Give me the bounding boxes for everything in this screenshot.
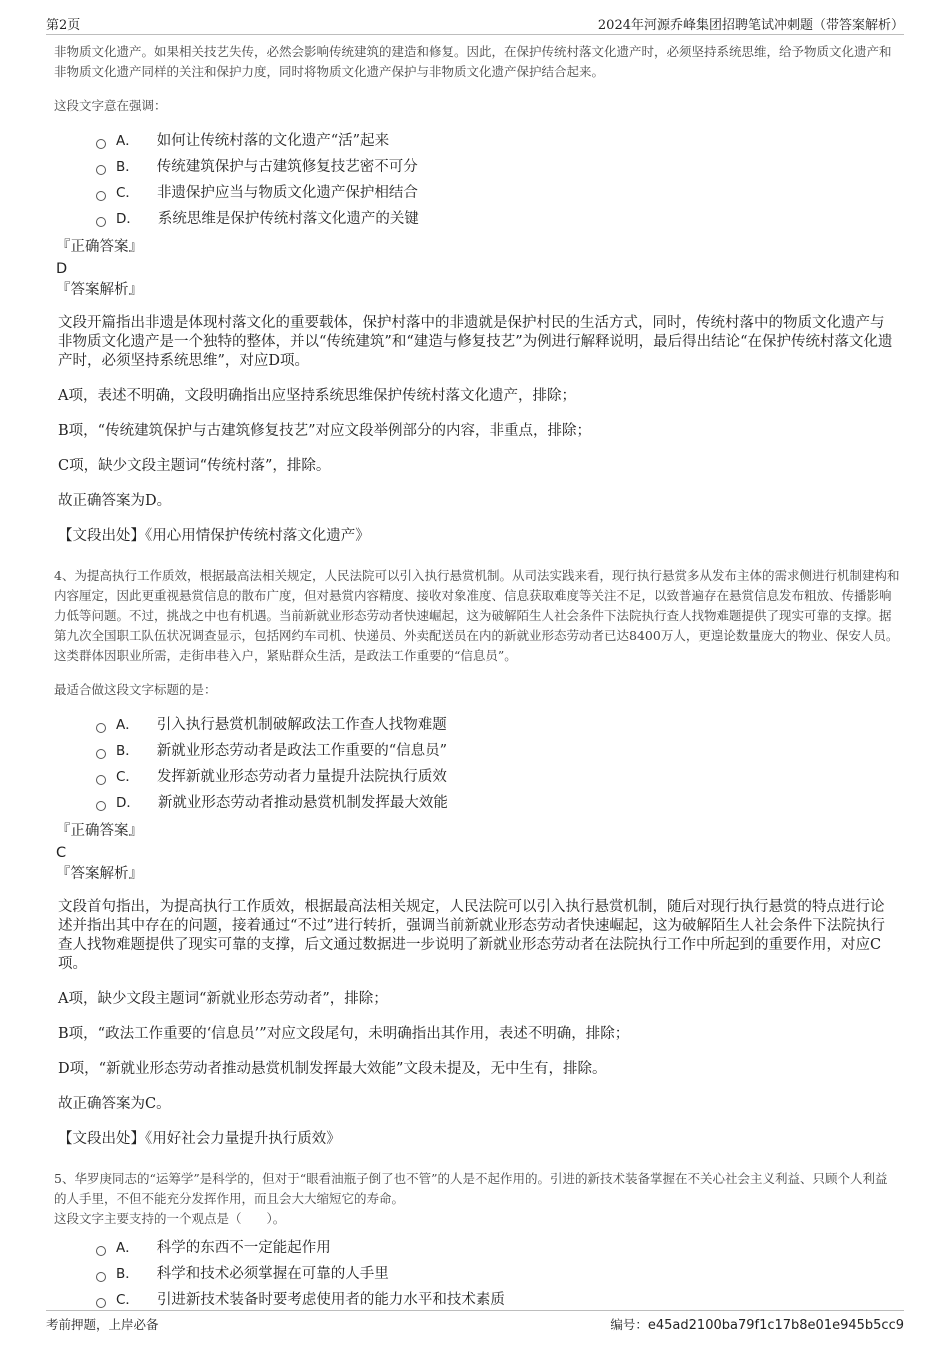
radio-icon[interactable] [96, 749, 106, 759]
q4-passage: 4、为提高执行工作质效，根据最高法相关规定，人民法院可以引入执行悬赏机制。从司法实践来看，现行执行悬赏多从发布主体的需求侧进行机制建构和内容厘定，因此更重视悬赏信息的散布广度，但对悬赏内容精度、接收对象准度、信息获取难度等关注不足，以致普遍存在悬赏信息发布粗放、传播影响力低等问题。不过，挑战之中也有机遇。当前新就业形态劳动者快速崛起，这为破解陌生人社会条件下法院执行查人找物难题提供了现实可靠的支撑。据第九次全国职工队伍状况调查显示，包括网约车司机、快递员、外卖配送员在内的新就业形态劳动者已达8400万人，更遑论数量庞大的物业、保安人员。这类群体因职业所需，走街串巷入户，紧贴群众生活，是政法工作重要的“信息员”。 [54, 568, 900, 663]
radio-icon[interactable] [96, 723, 106, 733]
footer-slogan: 考前押题，上岸必备 [46, 1317, 159, 1332]
document-code-value: e45ad2100ba79f1c17b8e01e945b5cc9 [647, 1318, 904, 1333]
radio-icon[interactable] [96, 165, 106, 175]
q3-analysis-main: 文段开篇指出非遗是体现村落文化的重要载体，保护村落中的非遗就是保护村民的生活方式，同时，传统村落中的物质文化遗产与非物质文化遗产是一个独特的整体，并以“传统建筑”和“建造与修复技艺”为例进行解释说明，最后得出结论“在保护传统村落文化遗产时，必须坚持系统思维”，对应D项。 [58, 315, 893, 369]
q4-stem: 最适合做这段文字标题的是： [54, 682, 217, 697]
q5-option-b[interactable]: B． 科学和技术必须掌握在可靠的人手里 [96, 1261, 900, 1287]
q4-analysis-a: A项，缺少文段主题词“新就业形态劳动者”，排除； [58, 991, 388, 1007]
radio-icon[interactable] [96, 1298, 106, 1308]
radio-icon[interactable] [96, 139, 106, 149]
document-title: 2024年河源乔峰集团招聘笔试冲刺题（带答案解析） [597, 18, 904, 33]
q5-passage: 5、华罗庚同志的“运筹学”是科学的，但对于“眼看油瓶子倒了也不管”的人是不起作用的。引进的新技术装备掌握在不关心社会主义利益、只顾个人利益的人手里，不但不能充分发挥作用，而且会大大缩短它的寿命。 [54, 1171, 888, 1206]
page-header [46, 12, 904, 35]
q4-options [96, 712, 900, 816]
document-body [54, 42, 900, 1317]
radio-icon[interactable] [96, 801, 106, 811]
radio-icon[interactable] [96, 1272, 106, 1282]
radio-icon[interactable] [96, 775, 106, 785]
q5-options [96, 1235, 900, 1313]
radio-icon[interactable] [96, 191, 106, 201]
q5-stem: 这段文字主要支持的一个观点是（ ）。 [54, 1211, 286, 1226]
q5-option-a[interactable]: A． 科学的东西不一定能起作用 [96, 1235, 900, 1261]
q3-option-b[interactable]: B． 传统建筑保护与古建筑修复技艺密不可分 [96, 154, 900, 180]
q4-answer: C [56, 845, 67, 861]
q3-analysis-b: B项，“传统建筑保护与古建筑修复技艺”对应文段举例部分的内容，非重点，排除； [58, 423, 591, 439]
radio-icon[interactable] [96, 217, 106, 227]
q4-answer-label: 『正确答案』 [56, 823, 143, 839]
q3-option-a[interactable]: A． 如何让传统村落的文化遗产“活”起来 [96, 128, 900, 154]
q3-options [96, 128, 900, 232]
q3-analysis-a: A项，表述不明确，文段明确指出应坚持系统思维保护传统村落文化遗产，排除； [58, 388, 576, 404]
q4-source: 【文段出处】《用好社会力量提升执行质效》 [58, 1131, 341, 1147]
q3-source: 【文段出处】《用心用情保护传统村落文化遗产》 [58, 528, 370, 544]
page-number: 第2页 [46, 18, 81, 33]
q3-stem: 这段文字意在强调： [54, 98, 167, 113]
radio-icon[interactable] [96, 1246, 106, 1256]
q3-option-c[interactable]: C． 非遗保护应当与物质文化遗产保护相结合 [96, 180, 900, 206]
q3-analysis-c: C项，缺少文段主题词“传统村落”，排除。 [58, 458, 331, 474]
q3-analysis-label: 『答案解析』 [56, 282, 143, 298]
q4-option-c[interactable]: C． 发挥新就业形态劳动者力量提升法院执行质效 [96, 764, 900, 790]
q4-option-a[interactable]: A． 引入执行悬赏机制破解政法工作查人找物难题 [96, 712, 900, 738]
page-footer [46, 1310, 904, 1337]
q4-option-d[interactable]: D． 新就业形态劳动者推动悬赏机制发挥最大效能 [96, 790, 900, 816]
q3-option-d[interactable]: D． 系统思维是保护传统村落文化遗产的关键 [96, 206, 900, 232]
document-code [610, 1315, 904, 1333]
q4-analysis-b: B项，“政法工作重要的‘信息员’”对应文段尾句，未明确指出其作用，表述不明确，排除； [58, 1026, 630, 1042]
q5-option-c[interactable]: C． 引进新技术装备时要考虑使用者的能力水平和技术素质 [96, 1287, 900, 1313]
q4-option-b[interactable]: B． 新就业形态劳动者是政法工作重要的“信息员” [96, 738, 900, 764]
q4-analysis-main: 文段首句指出，为提高执行工作质效，根据最高法相关规定，人民法院可以引入执行悬赏机制，随后对现行执行悬赏的特点进行论述并指出其中存在的问题，接着通过“不过”进行转折，强调当前新就业形态劳动者快速崛起，这为破解陌生人社会条件下法院执行查人找物难题提供了现实可靠的支撑，后文通过数据进一步说明了新就业形态劳动者在法院执行工作中所起到的重要作用，对应C项。 [58, 899, 885, 972]
document-code-label: 编号： [610, 1317, 648, 1332]
q3-answer-label: 『正确答案』 [56, 239, 143, 255]
q4-analysis-d: D项，“新就业形态劳动者推动悬赏机制发挥最大效能”文段未提及，无中生有，排除。 [58, 1061, 607, 1077]
q4-conclusion: 故正确答案为C。 [58, 1096, 171, 1112]
q3-conclusion: 故正确答案为D。 [58, 493, 172, 509]
q3-answer: D [56, 261, 68, 277]
q4-analysis-label: 『答案解析』 [56, 866, 143, 882]
q3-passage-tail: 非物质文化遗产。如果相关技艺失传，必然会影响传统建筑的建造和修复。因此，在保护传统村落文化遗产时，必须坚持系统思维，给予物质文化遗产和非物质文化遗产同样的关注和保护力度，同时将物质文化遗产保护与非物质文化遗产保护结合起来。 [54, 44, 892, 79]
